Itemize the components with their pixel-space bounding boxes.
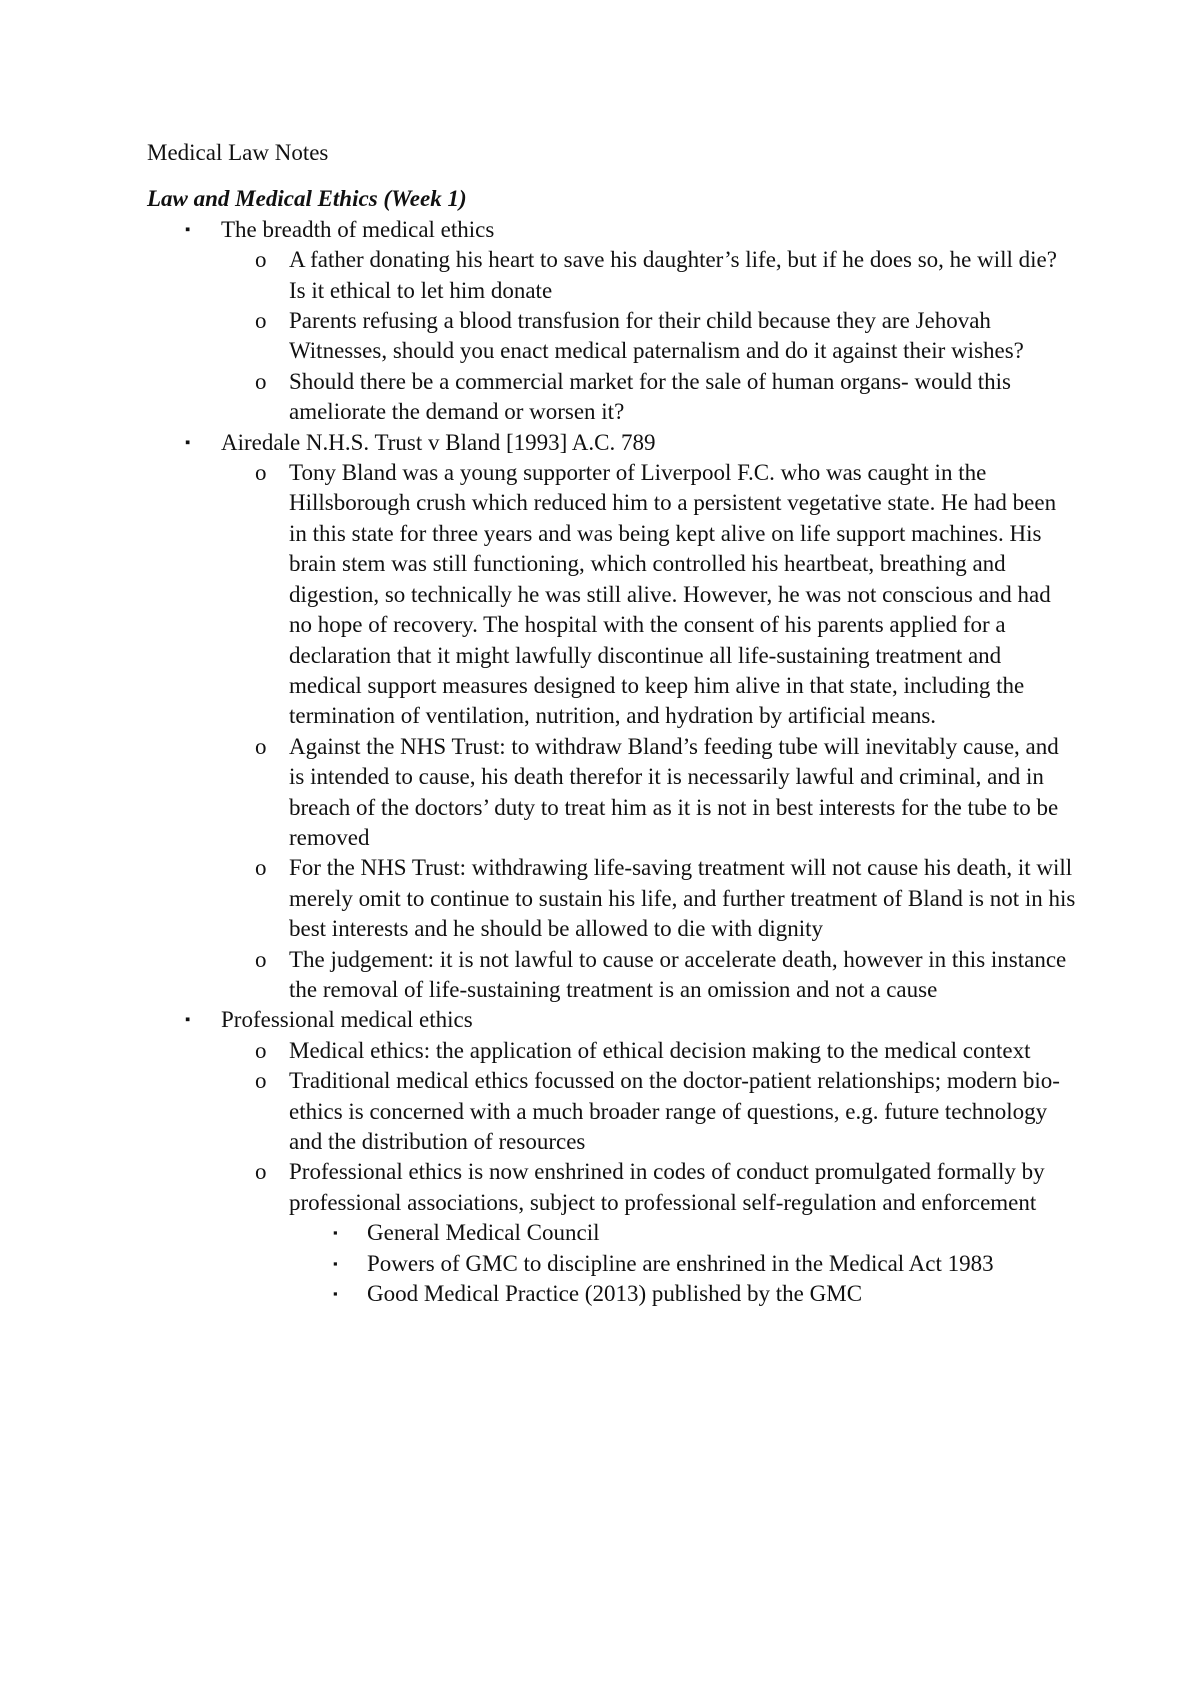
list-item: o Tony Bland was a young supporter of Liverpool F.C. who was caught in the Hillsborough crush which reduced him to a persistent vegetative state. He had been in this state for three years and was being kept alive on life support machines. His brain stem was still functioning, which controlled his heartbeat, breathing and digestion, so technically he was still alive. However, he was not conscious and had no hope of recovery. The hospital with the consent of his parents applied for a declaration that it might lawfully discontinue all life-sustaining treatment and medical support measures designed to keep him alive in that state, including the termination of ventilation, nutrition, and hydration by artificial means. (147, 458, 1077, 732)
document-body (147, 138, 1077, 1309)
square-bullet-icon: ▪ (185, 1012, 191, 1029)
circle-bullet-icon: o (255, 308, 267, 334)
circle-bullet-icon: o (255, 368, 267, 394)
circle-bullet-icon: o (255, 460, 267, 486)
list-item: o Professional ethics is now enshrined in codes of conduct promulgated formally by professional associations, subject to professional self-regulation and enforcement (147, 1157, 1077, 1218)
list-item: o Parents refusing a blood transfusion for their child because they are Jehovah Witnesses, should you enact medical paternalism and do it against their wishes? (147, 306, 1077, 367)
document-title: Medical Law Notes (147, 140, 329, 165)
square-bullet-icon: ▪ (333, 1225, 338, 1241)
square-bullet-icon: ▪ (185, 221, 191, 238)
square-bullet-icon: ▪ (333, 1286, 338, 1302)
circle-bullet-icon: o (255, 946, 267, 972)
list-item: o Should there be a commercial market for the sale of human organs- would this ameliorate the demand or worsen it? (147, 367, 1077, 428)
list-item: ▪ Powers of GMC to discipline are enshrined in the Medical Act 1983 (147, 1249, 1077, 1279)
circle-bullet-icon: o (255, 1159, 267, 1185)
list-item: ▪ Professional medical ethics (147, 1005, 1077, 1035)
list-item: o Against the NHS Trust: to withdraw Bland’s feeding tube will inevitably cause, and is intended to cause, his death therefor it is necessarily lawful and criminal, and in breach of the doctors’ duty to treat him as it is not in best interests for the tube to be removed (147, 732, 1077, 854)
list-item: ▪ General Medical Council (147, 1218, 1077, 1248)
list-item: ▪ The breadth of medical ethics (147, 215, 1077, 245)
circle-bullet-icon: o (255, 855, 267, 881)
list-item: o A father donating his heart to save his daughter’s life, but if he does so, he will die? Is it ethical to let him donate (147, 245, 1077, 306)
square-bullet-icon: ▪ (333, 1255, 338, 1271)
circle-bullet-icon: o (255, 1037, 267, 1063)
list-item: ▪ Airedale N.H.S. Trust v Bland [1993] A.C. 789 (147, 428, 1077, 458)
square-bullet-icon: ▪ (185, 434, 191, 451)
list-item: o Medical ethics: the application of ethical decision making to the medical context (147, 1036, 1077, 1066)
list-item: ▪ Good Medical Practice (2013) published by the GMC (147, 1279, 1077, 1309)
circle-bullet-icon: o (255, 247, 267, 273)
list-item: o The judgement: it is not lawful to cause or accelerate death, however in this instance the removal of life-sustaining treatment is an omission and not a cause (147, 945, 1077, 1006)
circle-bullet-icon: o (255, 733, 267, 759)
section-heading: Law and Medical Ethics (Week 1) (147, 186, 467, 212)
circle-bullet-icon: o (255, 1068, 267, 1094)
list-item: o For the NHS Trust: withdrawing life-saving treatment will not cause his death, it will merely omit to continue to sustain his life, and further treatment of Bland is not in his best interests and he should be allowed to die with dignity (147, 853, 1077, 944)
list-item: o Traditional medical ethics focussed on the doctor-patient relationships; modern bio-ethics is concerned with a much broader range of questions, e.g. future technology and the distribution of resources (147, 1066, 1077, 1157)
